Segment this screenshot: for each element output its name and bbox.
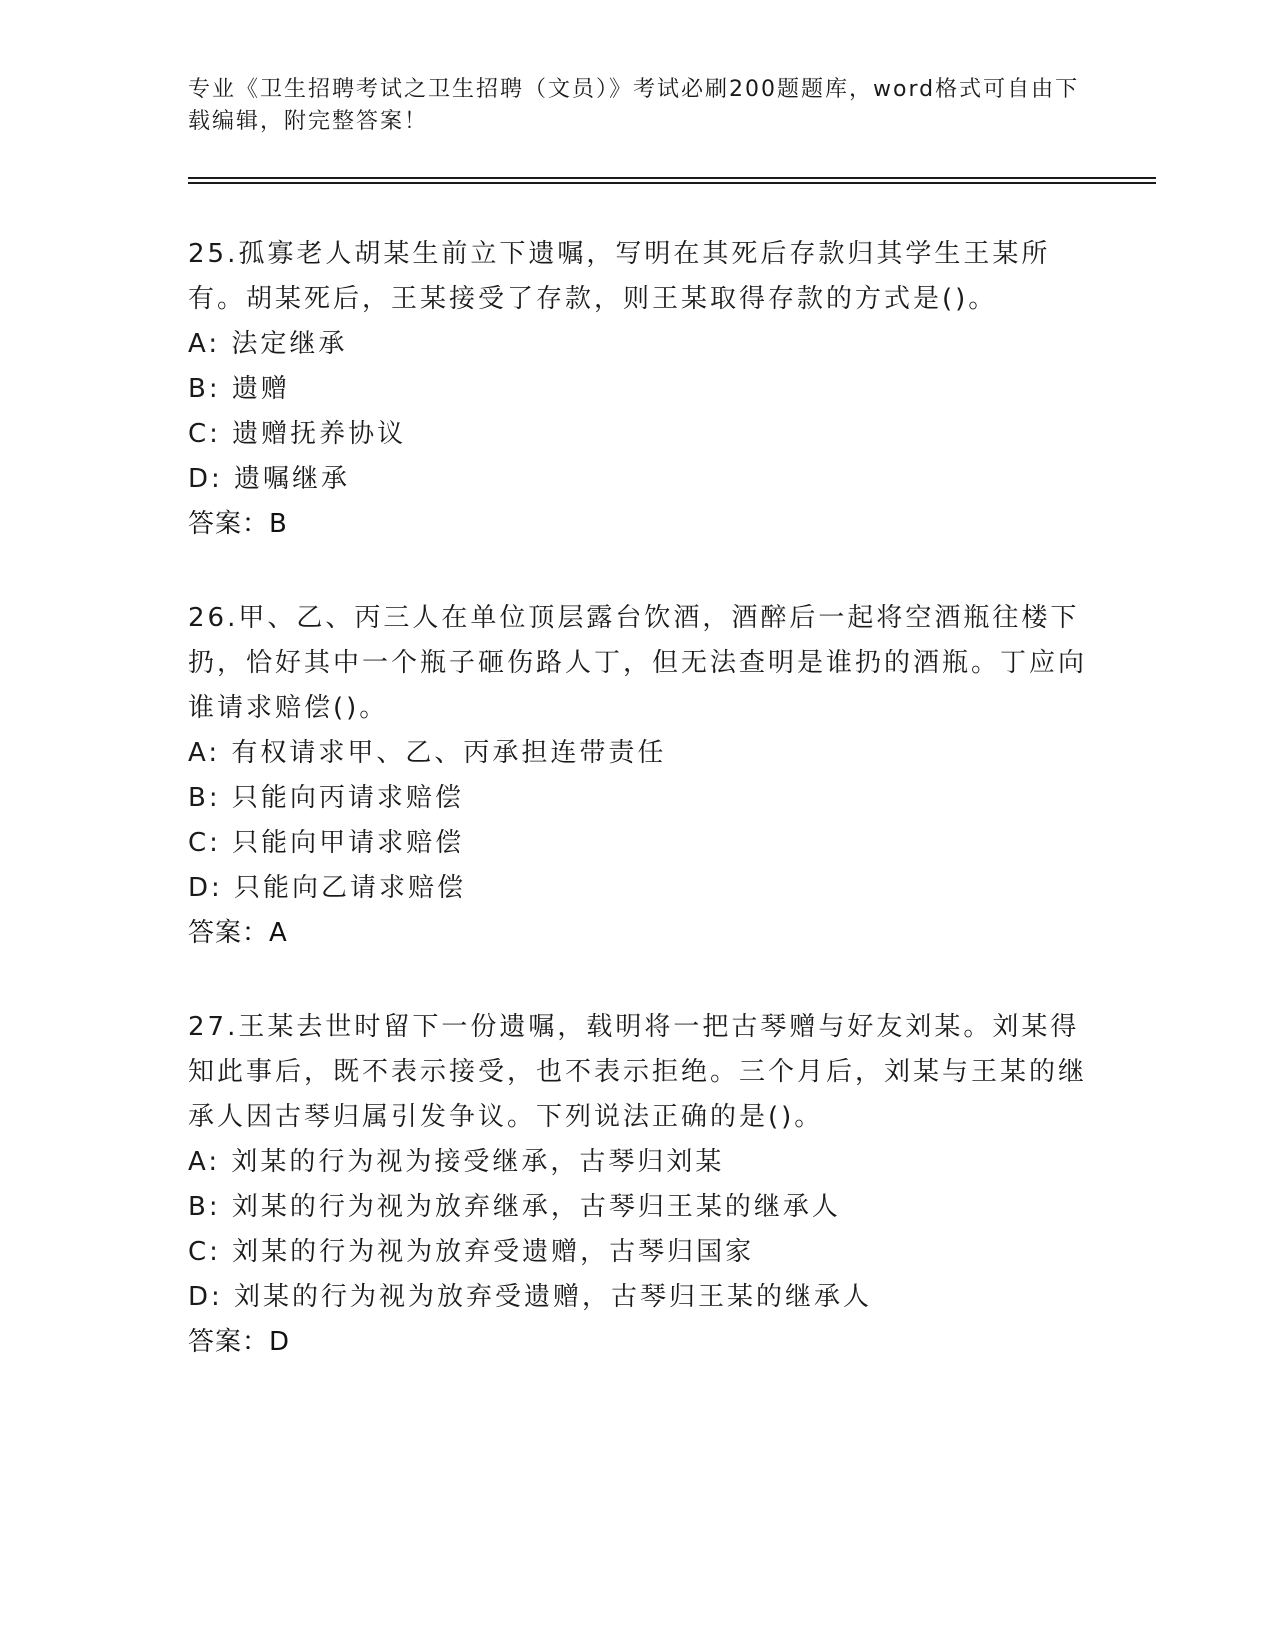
question-27 — [188, 1005, 1088, 1365]
question-25 — [188, 232, 1088, 547]
question-stem: 25.孤寡老人胡某生前立下遗嘱，写明在其死后存款归其学生王某所有。胡某死后，王某接受了存款，则王某取得存款的方式是()。 — [188, 239, 1051, 314]
question-stem: 27.王某去世时留下一份遗嘱，载明将一把古琴赠与好友刘某。刘某得知此事后，既不表示接受，也不表示拒绝。三个月后，刘某与王某的继承人因古琴归属引发争议。下列说法正确的是()。 — [188, 1012, 1088, 1132]
answer-line: 答案：A — [188, 918, 288, 948]
option-d: D: 刘某的行为视为放弃受遗赠，古琴归王某的继承人 — [188, 1282, 873, 1312]
option-a: A: 刘某的行为视为接受继承，古琴归刘某 — [188, 1147, 725, 1177]
document-header: 专业《卫生招聘考试之卫生招聘（文员）》考试必刷200题题库，word格式可自由下载编辑，附完整答案！ — [188, 77, 1080, 134]
question-stem: 26.甲、乙、丙三人在单位顶层露台饮酒，酒醉后一起将空酒瓶往楼下扔，恰好其中一个瓶子砸伤路人丁，但无法查明是谁扔的酒瓶。丁应向谁请求赔偿()。 — [188, 603, 1088, 723]
option-c: C: 只能向甲请求赔偿 — [188, 828, 465, 858]
option-c: C: 刘某的行为视为放弃受遗赠，古琴归国家 — [188, 1237, 755, 1267]
option-b: B: 刘某的行为视为放弃继承，古琴归王某的继承人 — [188, 1192, 841, 1222]
question-26 — [188, 596, 1088, 956]
option-a: A: 法定继承 — [188, 329, 348, 359]
answer-line: 答案：B — [188, 509, 288, 539]
header-divider-top — [188, 177, 1156, 179]
option-d: D: 遗嘱继承 — [188, 464, 351, 494]
option-b: B: 遗赠 — [188, 374, 290, 404]
option-a: A: 有权请求甲、乙、丙承担连带责任 — [188, 738, 667, 768]
option-c: C: 遗赠抚养协议 — [188, 419, 407, 449]
answer-line: 答案：D — [188, 1327, 291, 1357]
option-d: D: 只能向乙请求赔偿 — [188, 873, 467, 903]
header-divider-bottom — [188, 182, 1156, 184]
option-b: B: 只能向丙请求赔偿 — [188, 783, 464, 813]
